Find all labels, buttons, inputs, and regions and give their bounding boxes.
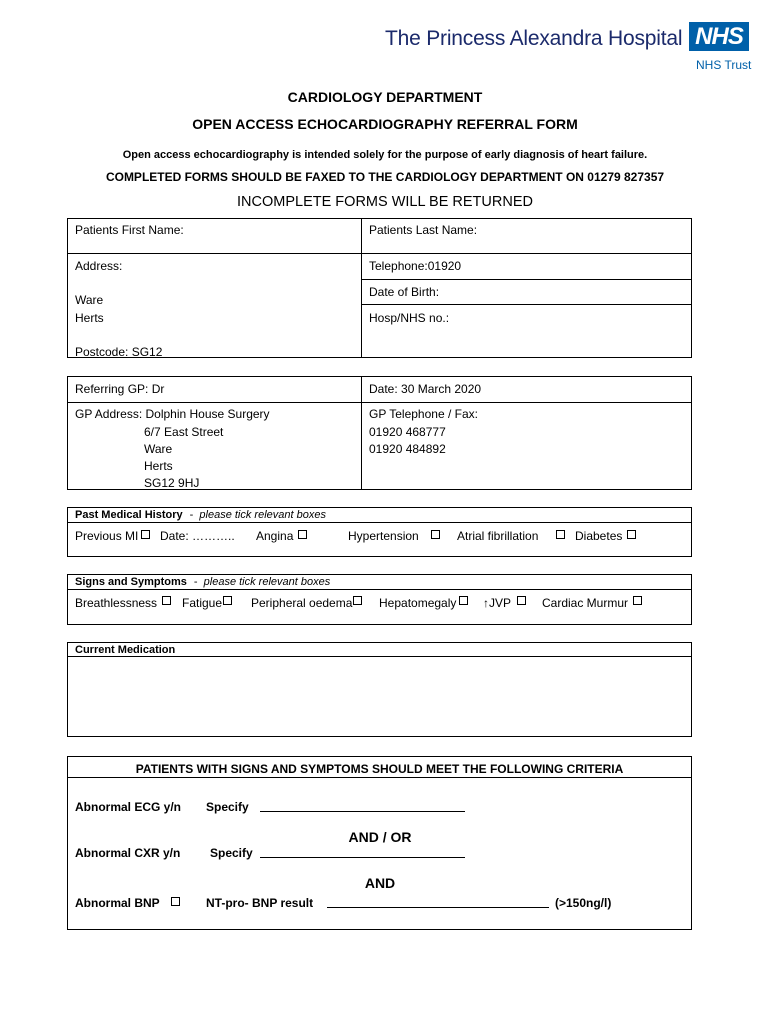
hepatomegaly-checkbox[interactable] <box>459 596 468 605</box>
criteria-title: PATIENTS WITH SIGNS AND SYMPTOMS SHOULD MEET THE FOLLOWING CRITERIA <box>135 762 624 776</box>
fax-notice: COMPLETED FORMS SHOULD BE FAXED TO THE CARDIOLOGY DEPARTMENT ON 01279 827357 <box>105 170 665 184</box>
divider <box>67 253 692 254</box>
divider <box>67 656 692 657</box>
fatigue-checkbox[interactable] <box>223 596 232 605</box>
murmur-label: Cardiac Murmur <box>542 596 629 610</box>
af-label: Atrial fibrillation <box>457 529 539 543</box>
gp-address-line: SG12 9HJ <box>144 476 200 490</box>
hypertension-checkbox[interactable] <box>431 530 440 539</box>
ecg-specify-field[interactable] <box>260 811 465 812</box>
address-line: Herts <box>75 311 104 325</box>
previous-mi-label: Previous MI <box>75 529 139 543</box>
gp-address-line: Herts <box>144 459 173 473</box>
divider <box>67 402 692 403</box>
fatigue-label: Fatigue <box>182 596 223 610</box>
bnp-label: Abnormal BNP <box>75 896 160 910</box>
address-line: Ware <box>75 293 104 307</box>
hosp-nhs-field[interactable]: Hosp/NHS no.: <box>369 311 450 325</box>
first-name-field[interactable]: Patients First Name: <box>75 223 184 237</box>
gp-address-field[interactable]: GP Address: Dolphin House Surgery <box>75 407 270 421</box>
previous-mi-checkbox[interactable] <box>141 530 150 539</box>
murmur-checkbox[interactable] <box>633 596 642 605</box>
incomplete-notice: INCOMPLETE FORMS WILL BE RETURNED <box>237 194 533 210</box>
gp-fax: 01920 484892 <box>369 442 446 456</box>
section-hint: please tick relevant boxes <box>203 576 331 588</box>
bnp-result-field[interactable] <box>327 907 549 908</box>
form-title: OPEN ACCESS ECHOCARDIOGRAPHY REFERRAL FORM <box>192 116 578 132</box>
bnp-checkbox[interactable] <box>171 897 180 906</box>
angina-label: Angina <box>256 529 294 543</box>
divider <box>361 376 362 490</box>
gp-address-line: Ware <box>144 442 173 456</box>
cxr-label: Abnormal CXR y/n <box>75 846 181 860</box>
address-field[interactable]: Address: <box>75 259 123 273</box>
symptoms-header <box>75 576 330 588</box>
and-or-label: AND / OR <box>348 829 412 845</box>
angina-checkbox[interactable] <box>298 530 307 539</box>
separator: - <box>189 509 194 521</box>
nhs-logo: NHS <box>689 22 749 51</box>
oedema-checkbox[interactable] <box>353 596 362 605</box>
medical-history-header <box>75 509 326 521</box>
cxr-specify-field[interactable] <box>260 857 465 858</box>
gp-address-line: 6/7 East Street <box>144 425 224 439</box>
referral-date[interactable]: Date: 30 March 2020 <box>369 382 482 396</box>
postcode-field[interactable]: Postcode: SG12 <box>75 345 163 359</box>
gp-phone-label: GP Telephone / Fax: <box>369 407 478 421</box>
hypertension-label: Hypertension <box>348 529 419 543</box>
ecg-label: Abnormal ECG y/n <box>75 800 182 814</box>
dob-field[interactable]: Date of Birth: <box>369 285 440 299</box>
section-hint: please tick relevant boxes <box>199 509 326 521</box>
bnp-result-label: NT-pro- BNP result <box>206 896 314 910</box>
gp-phone: 01920 468777 <box>369 425 446 439</box>
ecg-specify-label: Specify <box>206 800 249 814</box>
separator: - <box>193 576 198 588</box>
divider <box>361 304 692 305</box>
divider <box>67 777 692 778</box>
last-name-field[interactable]: Patients Last Name: <box>369 223 478 237</box>
divider <box>67 522 692 523</box>
af-checkbox[interactable] <box>556 530 565 539</box>
divider <box>361 279 692 280</box>
jvp-checkbox[interactable] <box>517 596 526 605</box>
department-title: CARDIOLOGY DEPARTMENT <box>287 89 483 105</box>
telephone-field[interactable]: Telephone:01920 <box>369 259 462 273</box>
hepatomegaly-label: Hepatomegaly <box>379 596 457 610</box>
nhs-trust-label: NHS Trust <box>696 58 752 72</box>
medication-title: Current Medication <box>75 644 176 656</box>
referring-gp-field[interactable]: Referring GP: Dr <box>75 382 165 396</box>
section-title: Past Medical History <box>75 509 183 521</box>
diabetes-label: Diabetes <box>575 529 623 543</box>
breathlessness-checkbox[interactable] <box>162 596 171 605</box>
diabetes-checkbox[interactable] <box>627 530 636 539</box>
hospital-name: The Princess Alexandra Hospital <box>385 27 683 50</box>
and-label: AND <box>364 875 396 891</box>
mi-date-field[interactable]: Date: ……….. <box>160 529 235 543</box>
section-title: Signs and Symptoms <box>75 576 187 588</box>
oedema-label: Peripheral oedema <box>251 596 353 610</box>
bnp-threshold: (>150ng/l) <box>555 896 612 910</box>
jvp-label: ↑JVP <box>483 596 512 610</box>
breathlessness-label: Breathlessness <box>75 596 158 610</box>
divider <box>67 589 692 590</box>
cxr-specify-label: Specify <box>210 846 253 860</box>
divider <box>361 218 362 358</box>
intro-text: Open access echocardiography is intended solely for the purpose of early diagnosis of heart failure. <box>122 149 648 161</box>
